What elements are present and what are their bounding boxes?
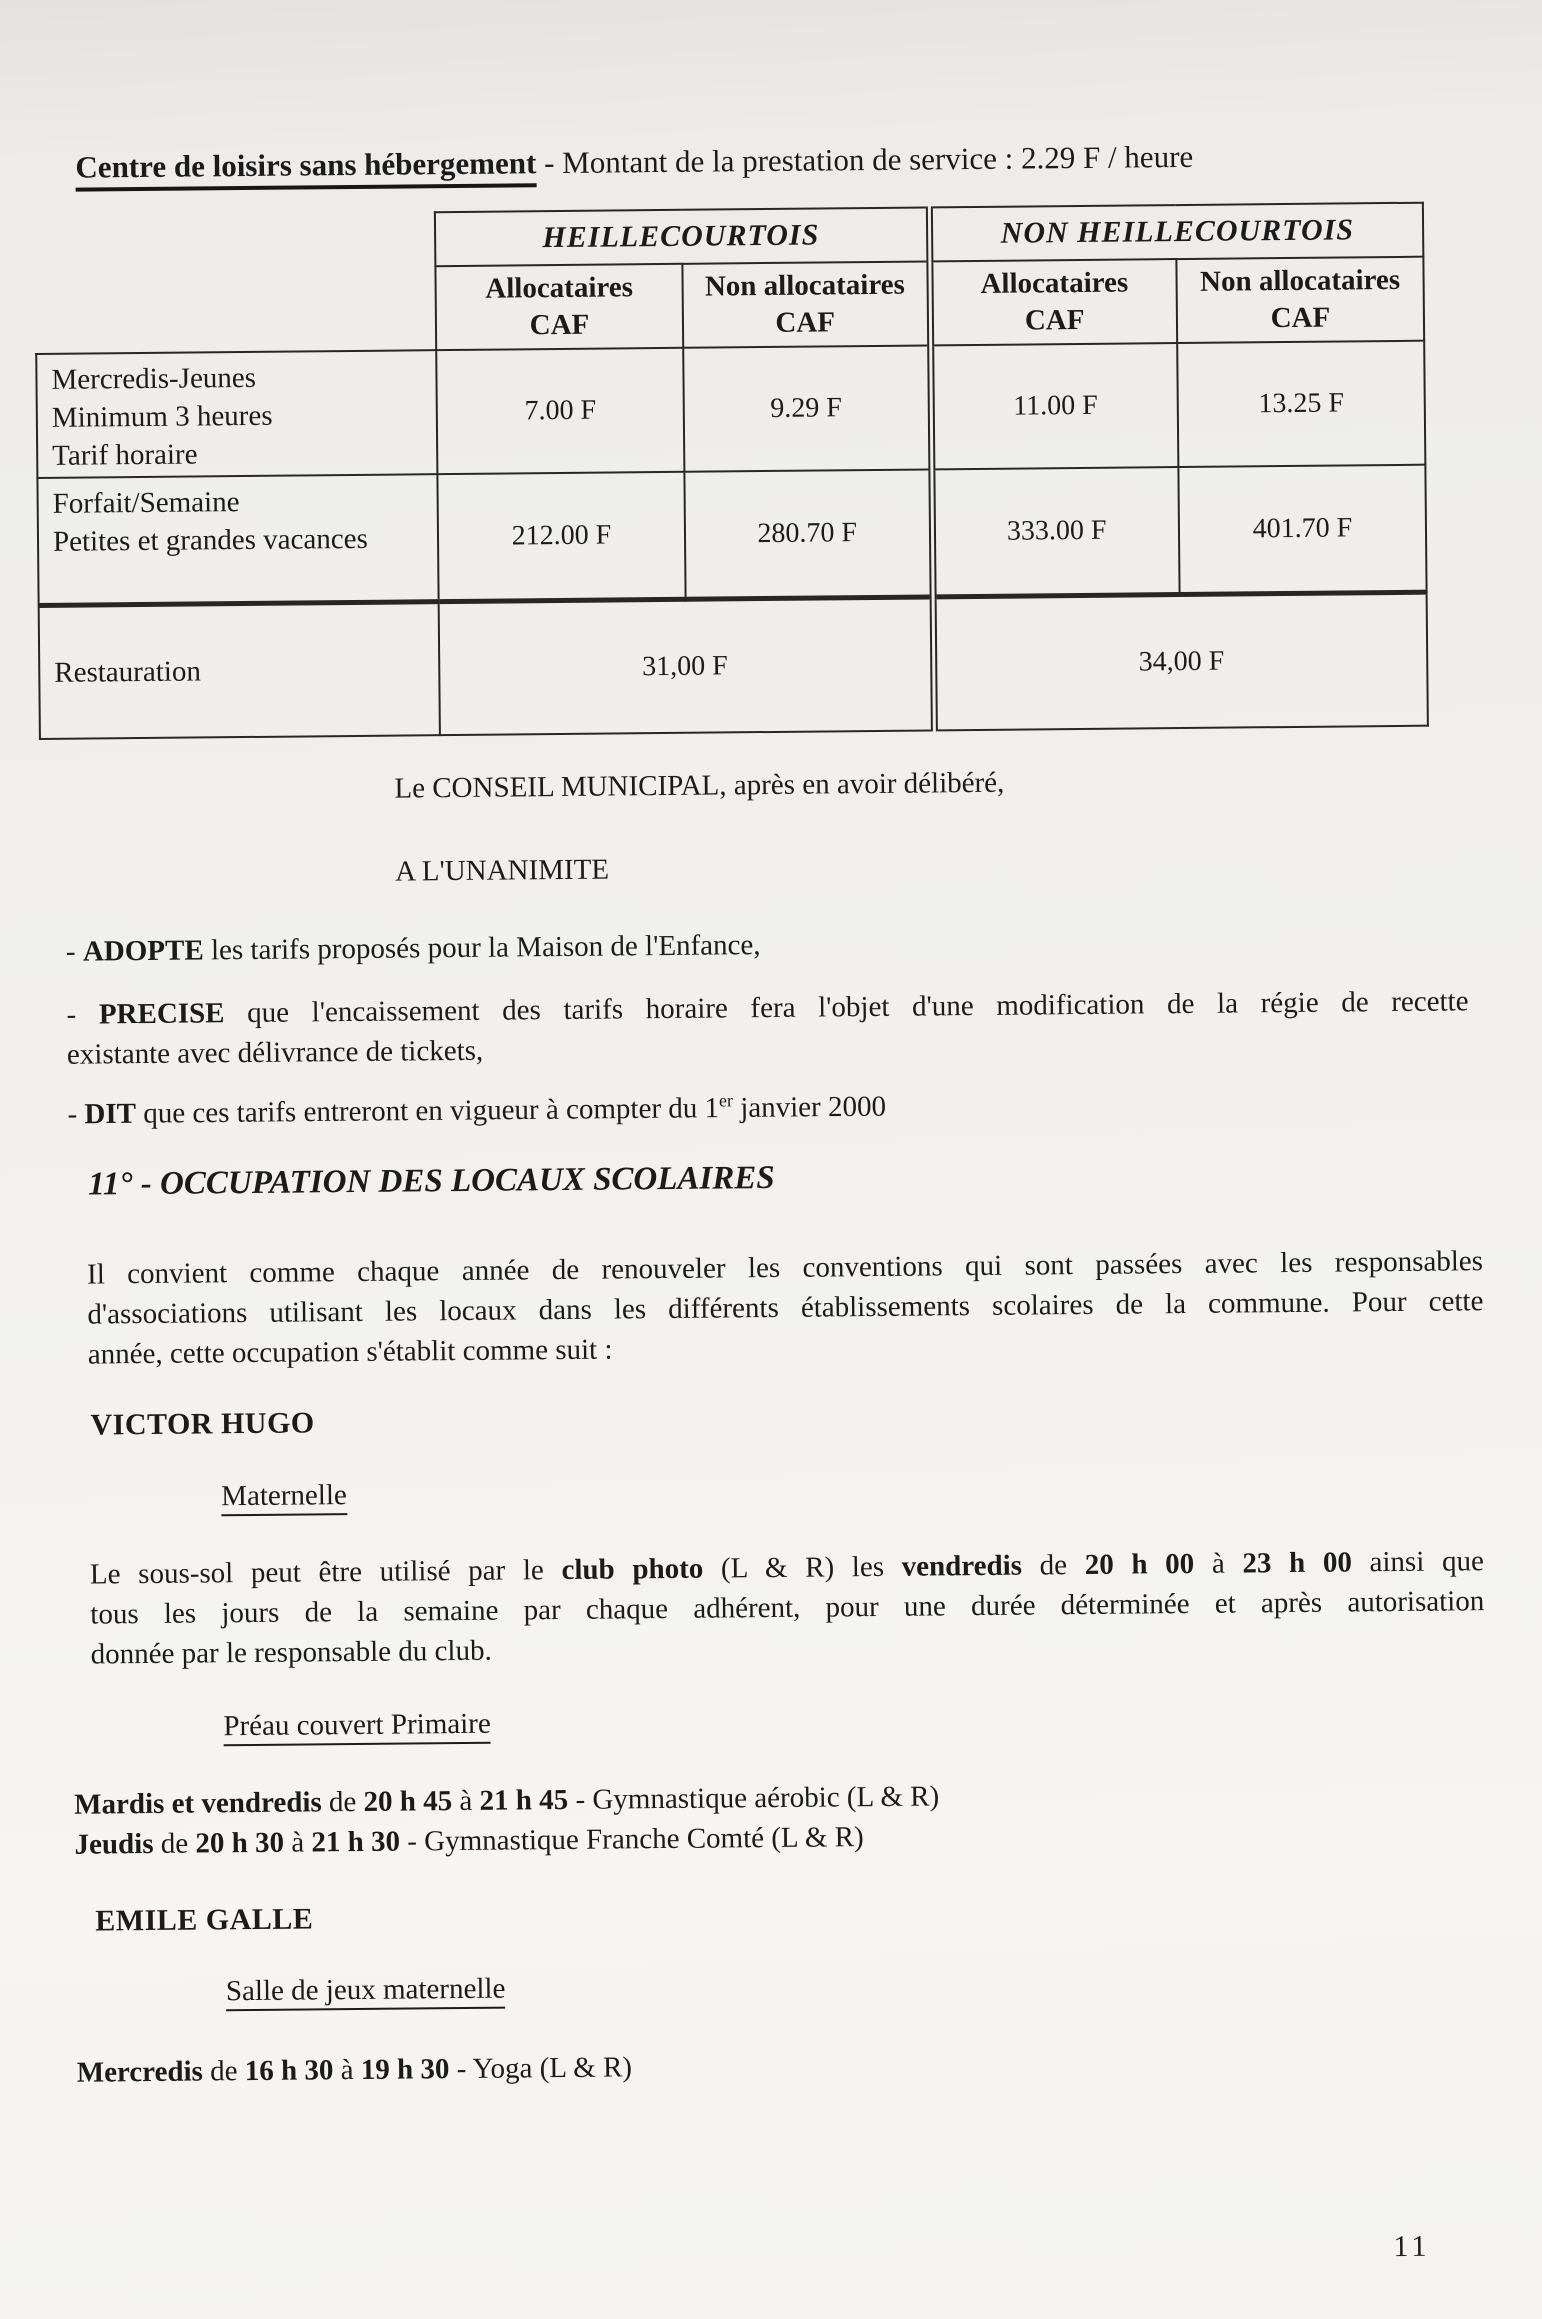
- page-number: 11: [1393, 2229, 1431, 2264]
- cell-value: 401.70 F: [1178, 465, 1426, 595]
- table-row-forfait-semaine: [37, 465, 1426, 606]
- col-header-allocataires-caf-2: Allocataires CAF: [929, 259, 1177, 345]
- cell-value: 333.00 F: [931, 467, 1179, 597]
- section-heading: 11° - OCCUPATION DES LOCAUX SCOLAIRES: [88, 1159, 775, 1203]
- section-intro-line3: année, cette occupation s'établit comme suit :: [87, 1333, 613, 1371]
- col-header-non-allocataires-caf-2: Non allocataires CAF: [1176, 257, 1424, 343]
- schedule-mercredis-yoga: Mercredis de 16 h 30 à 19 h 30 - Yoga (L & R): [76, 2051, 633, 2089]
- school-victor-hugo: VICTOR HUGO: [90, 1406, 315, 1442]
- victor-hugo-para-line1: Le sous-sol peut être utilisé par le club photo (L & R) les vendredis de 20 h 00 à 23 h 00 ainsi que: [89, 1545, 1485, 1591]
- victor-hugo-para-line3: donnée par le responsable du club.: [90, 1634, 492, 1671]
- bullet-precise-line2: existante avec délivrance de tickets,: [66, 1034, 484, 1071]
- document-title-underlined: Centre de loisirs sans hébergement: [75, 145, 536, 191]
- row-label-mercredis-jeunes: Mercredis-Jeunes Minimum 3 heures Tarif horaire: [36, 350, 437, 478]
- section-intro-line2: d'associations utilisant les locaux dans les différents établissements scolaires de la commune. Pour cette: [87, 1285, 1484, 1331]
- cell-value-restauration-heillecourtois: 31,00 F: [439, 597, 934, 735]
- schedule-mardis-vendredis: Mardis et vendredis de 20 h 45 à 21 h 45 - Gymnastique aérobic (L & R): [74, 1780, 940, 1821]
- document-title-rest: - Montant de la prestation de service : 2.29 F / heure: [536, 138, 1194, 181]
- victor-hugo-para-line2: tous les jours de la semaine par chaque adhérent, pour une durée déterminée et après autorisation: [90, 1585, 1485, 1631]
- cell-value: 212.00 F: [437, 472, 685, 602]
- bullet-dit: - DIT que ces tarifs entreront en vigueur à compter du 1er janvier 2000: [67, 1090, 887, 1131]
- room-preau-couvert-primaire: Préau couvert Primaire: [223, 1708, 491, 1744]
- room-maternelle: Maternelle: [221, 1479, 347, 1513]
- tariff-table-container: [34, 202, 1429, 740]
- school-emile-galle: EMILE GALLE: [95, 1902, 314, 1938]
- section-intro-line1: Il convient comme chaque année de renouveler les conventions qui sont passées avec les responsables: [86, 1245, 1484, 1291]
- cell-value: 13.25 F: [1177, 341, 1425, 467]
- victor-hugo-paragraph: [90, 1541, 1485, 1674]
- cell-value: 11.00 F: [930, 343, 1178, 469]
- group-header-non-heillecourtois: NON HEILLECOURTOIS: [929, 203, 1423, 262]
- table-row-mercredis-jeunes: [36, 341, 1425, 478]
- section-intro-paragraph: [87, 1241, 1484, 1374]
- group-header-heillecourtois: HEILLECOURTOIS: [435, 207, 929, 266]
- room-salle-de-jeux-maternelle: Salle de jeux maternelle: [226, 1973, 506, 2009]
- cell-value: 7.00 F: [436, 348, 684, 474]
- schedule-jeudis: Jeudis de 20 h 30 à 21 h 30 - Gymnastique Franche Comté (L & R): [74, 1821, 864, 1861]
- tariff-table: [34, 202, 1429, 740]
- col-header-non-allocataires-caf-1: Non allocataires CAF: [682, 261, 930, 347]
- bullet-precise: [66, 981, 1469, 1074]
- unanimite-line: A L'UNANIMITE: [395, 853, 610, 888]
- table-row-restauration: [39, 592, 1428, 739]
- row-label-forfait-semaine: Forfait/Semaine Petites et grandes vacances: [37, 474, 438, 605]
- bullet-precise-line1: - PRECISE que l'encaissement des tarifs horaire fera l'objet d'une modification de la régie de recette: [66, 985, 1469, 1031]
- document-title: [75, 139, 1193, 186]
- cell-value: 280.70 F: [684, 469, 932, 599]
- row-label-restauration: Restauration: [39, 602, 440, 739]
- conseil-municipal-line: Le CONSEIL MUNICIPAL, après en avoir délibéré,: [394, 766, 1005, 805]
- table-ghost-cell: [35, 212, 436, 354]
- col-header-allocataires-caf-1: Allocataires CAF: [435, 264, 683, 350]
- cell-value-restauration-non-heillecourtois: 34,00 F: [933, 592, 1428, 730]
- cell-value: 9.29 F: [683, 345, 931, 471]
- bullet-adopte: - ADOPTE les tarifs proposés pour la Maison de l'Enfance,: [65, 929, 761, 968]
